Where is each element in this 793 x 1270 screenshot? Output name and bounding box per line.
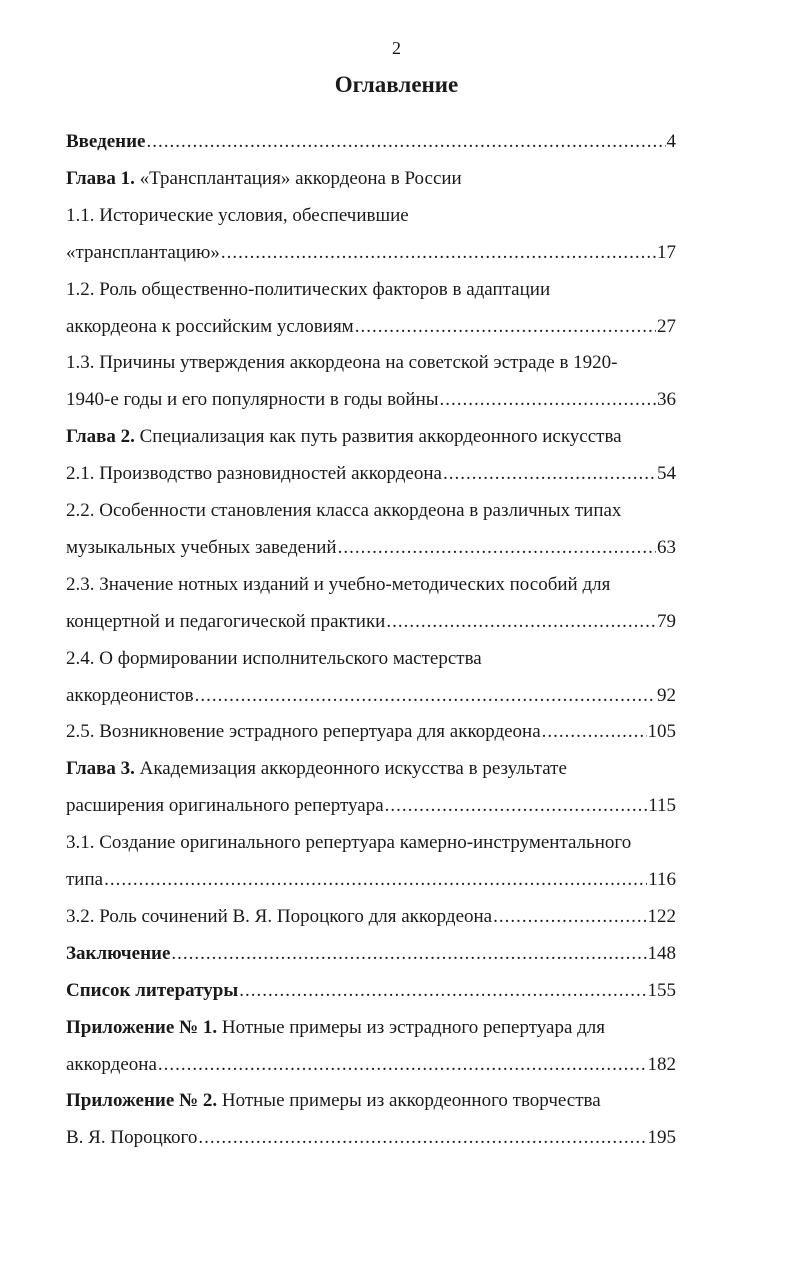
toc-entry-title: «трансплантацию»	[66, 241, 220, 263]
toc-leader-dots	[171, 940, 646, 968]
toc-entry-title: 1.3. Причины утверждения аккордеона на советской эстраде в 1920-	[66, 352, 618, 374]
toc-entry-heading: Введение	[66, 131, 146, 152]
toc-entry-title: концертной и педагогической практики	[66, 610, 386, 632]
toc-entry-text	[66, 608, 385, 636]
toc-page-number: 116	[648, 869, 676, 890]
toc-entry-title: музыкальных учебных заведений	[66, 536, 337, 558]
toc-line	[66, 460, 676, 488]
toc-entry-text	[66, 1087, 601, 1115]
toc-page-number: 182	[647, 1053, 676, 1075]
toc-entry-text	[66, 645, 482, 673]
toc-leader-dots	[443, 460, 656, 488]
toc-entry-title: 2.2. Особенности становления класса аккордеона в различных типах	[66, 500, 622, 521]
toc-entry-title: 2.4. О формировании исполнительского мастерства	[66, 647, 482, 669]
toc-page-number: 54	[657, 463, 676, 485]
toc-leader-dots	[195, 682, 656, 710]
toc-line	[66, 755, 676, 783]
toc-line	[66, 1124, 676, 1152]
toc-entry-title: Академизация аккордеонного искусства в результате	[134, 758, 567, 780]
toc-entry-text	[66, 460, 442, 488]
toc-line	[66, 349, 676, 377]
toc-leader-dots	[221, 239, 656, 267]
toc-line	[66, 128, 676, 156]
toc-entry-title: аккордеона к российским условиям	[66, 315, 354, 337]
toc-entry-text	[66, 276, 550, 304]
toc-line	[66, 1087, 676, 1115]
toc-entry-heading: Приложение № 1.	[66, 1016, 218, 1038]
toc-line	[66, 866, 676, 894]
toc-entry-title: 2.5. Возникновение эстрадного репертуара для аккордеона	[66, 721, 541, 743]
toc-line	[66, 534, 676, 562]
toc-line	[66, 903, 676, 931]
toc-leader-dots	[338, 534, 656, 562]
toc-entry-text	[66, 202, 409, 230]
toc-entry-text	[66, 239, 220, 267]
toc-entry-text	[66, 386, 439, 414]
toc-page-number: 105	[647, 721, 676, 743]
toc-entry-heading: Заключение	[66, 942, 171, 964]
toc-entry-title: 3.2. Роль сочинений В. Я. Пороцкого для аккордеона	[66, 905, 493, 927]
toc-entry-text	[66, 792, 384, 820]
toc-leader-dots	[440, 386, 656, 414]
toc-entry-text	[66, 423, 622, 451]
toc-page-number: 4	[666, 131, 676, 152]
toc-line	[66, 571, 676, 599]
toc-line	[66, 940, 676, 968]
toc-entry-text	[66, 718, 541, 746]
toc-line	[66, 497, 676, 525]
toc-leader-dots	[198, 1124, 646, 1152]
toc-page-number: 36	[657, 389, 676, 411]
toc-entry-heading: Глава 1.	[66, 167, 135, 189]
toc-entry-heading: Глава 3.	[66, 758, 135, 780]
toc-line	[66, 1014, 676, 1042]
toc-line	[66, 202, 676, 230]
toc-line	[66, 423, 676, 451]
toc-line	[66, 682, 676, 710]
toc-page-number: 92	[657, 684, 676, 706]
toc-entry-title: 1.2. Роль общественно-политических факторов в адаптации	[66, 278, 551, 300]
toc-line	[66, 386, 676, 414]
toc-entry-text	[66, 829, 631, 857]
toc-entry-title: В. Я. Пороцкого	[66, 1127, 198, 1149]
toc-page-number: 79	[657, 610, 676, 632]
toc-page-number: 17	[657, 241, 676, 263]
toc-page-number: 63	[657, 536, 676, 558]
toc-entry-text	[66, 165, 462, 193]
toc-entry-title: аккордеонистов	[66, 684, 194, 706]
toc-line	[66, 313, 676, 341]
toc-leader-dots	[239, 977, 646, 1005]
toc-leader-dots	[158, 1051, 647, 1079]
toc-entry-title: 3.1. Создание оригинального репертуара камерно-инструментального	[66, 832, 632, 854]
toc-entry-text	[66, 940, 170, 968]
toc-entry-text	[66, 1124, 197, 1152]
toc-entry-text	[66, 128, 146, 156]
toc-line	[66, 1051, 676, 1079]
toc-entry-text	[66, 903, 492, 931]
toc-line	[66, 608, 676, 636]
toc-entry-title: 1.1. Исторические условия, обеспечившие	[66, 204, 409, 226]
toc-leader-dots	[542, 718, 647, 746]
toc-line	[66, 718, 676, 746]
page-number: 2	[392, 38, 401, 58]
toc-entry-heading: Список литературы	[66, 979, 239, 1001]
toc-page-number: 155	[647, 979, 676, 1001]
toc-entry-title: 2.3. Значение нотных изданий и учебно-методических пособий для	[66, 573, 611, 595]
toc-leader-dots	[386, 608, 656, 636]
toc-leader-dots	[147, 128, 666, 156]
toc-entry-text	[66, 534, 337, 562]
toc-leader-dots	[385, 792, 648, 820]
toc-entry-heading: Приложение № 2.	[66, 1090, 218, 1112]
toc-entry-text	[66, 866, 103, 894]
toc-entry-title: «Трансплантация» аккордеона в России	[134, 167, 462, 189]
toc-page-number: 195	[647, 1127, 676, 1149]
toc-entry-text	[66, 313, 354, 341]
toc-leader-dots	[104, 866, 647, 894]
toc-entry-text	[66, 682, 194, 710]
toc-entry-title: 1940-е годы и его популярности в годы войны	[66, 389, 439, 411]
toc-leader-dots	[493, 903, 646, 931]
toc-page-number: 115	[648, 795, 676, 817]
toc-entry-title: типа	[66, 869, 104, 890]
toc-line	[66, 792, 676, 820]
toc-entry-text	[66, 755, 567, 783]
toc-line	[66, 829, 676, 857]
toc-entry-text	[66, 571, 610, 599]
toc-entry-title: Нотные примеры из эстрадного репертуара для	[217, 1016, 606, 1038]
toc-page-number: 27	[657, 315, 676, 337]
toc-entry-title: Специализация как путь развития аккордеонного искусства	[134, 426, 622, 448]
toc-line	[66, 977, 676, 1005]
toc-entry-title: Нотные примеры из аккордеонного творчества	[217, 1090, 601, 1112]
toc-line	[66, 276, 676, 304]
toc-entry-heading: Глава 2.	[66, 426, 135, 448]
toc-entry-text	[66, 1051, 157, 1079]
toc-entry-text	[66, 349, 618, 377]
toc-page-number: 122	[647, 905, 676, 927]
toc-entry-text	[66, 1014, 605, 1042]
toc-line	[66, 239, 676, 267]
toc-entry-title: аккордеона	[66, 1053, 157, 1075]
toc-line	[66, 645, 676, 673]
toc-entry-title: 2.1. Производство разновидностей аккордеона	[66, 463, 442, 485]
toc-entry-title: расширения оригинального репертуара	[66, 795, 384, 817]
toc-page-number: 148	[647, 942, 676, 964]
toc-leader-dots	[355, 313, 656, 341]
toc-entry-text	[66, 977, 238, 1005]
toc-entry-text	[66, 497, 621, 525]
page-title: Оглавление	[334, 72, 459, 97]
toc-line	[66, 165, 676, 193]
